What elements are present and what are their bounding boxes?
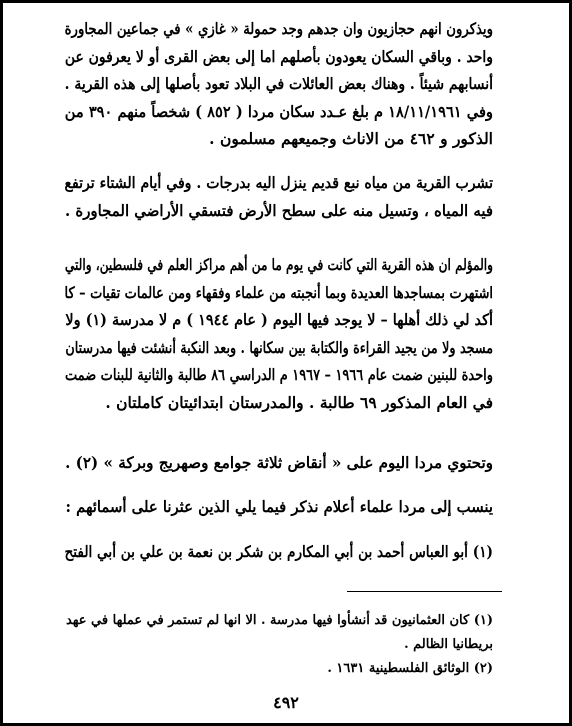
footnotes (61, 609, 493, 681)
footnote-line: بريطانيا الظالم . (404, 637, 493, 652)
text-line: مسجد ولا من يجيد القراءة والكتابة بين سكانها . وبعد النكبة أنشئت فيها مدرستان (65, 337, 494, 357)
paragraph-education (65, 251, 493, 416)
paragraph-ruins (65, 449, 493, 477)
text-line: أنسابهم شيئاً . وهناك بعض العائلات في البلاد تعود بأصلها إلى هذه القرية . (64, 74, 493, 93)
paragraph-water (65, 169, 493, 224)
footnote-line: (١) كان العثمانيون قد أنشأوا فيها مدرسة . الا انها لم تستمر في عملها في عهد (65, 613, 493, 628)
text-line: وفي ١٨/١١/١٩٦١ م بلغ عـدد سكان مردا ( ٨٥٢ ) شخصاً منهم ٣٩٠ من (64, 101, 493, 121)
text-line: ينسب إلى مردا علماء أعلام نذكر فيما يلي الذين عثرنا على أسمائهم : (65, 497, 494, 516)
text-line: واحدة للبنين ضمت عام ١٩٦٦ – ١٩٦٧ م الدراسي ٨٦ طالبة والثانية للبنات ضمت (65, 365, 493, 384)
text-line: اشتهرت بمساجدها العديدة وبما أنجبته من علماء وفقهاء ومن عالمات تقيات – كا (64, 282, 493, 302)
book-page (3, 3, 569, 723)
text-line: وتحتوي مردا اليوم على « أنقاض ثلاثة جوامع وصهريج وبركة » (٢) . (65, 453, 493, 472)
text-line: ويذكرون انهم حجازيون وان جدهم وجد حمولة « غازي » في جماعين المجاورة (64, 19, 493, 38)
text-line: فيه المياه ، وتسيل منه على سطح الأرض فتسقي الأراضي المجاورة . (65, 200, 493, 220)
text-line: واحد . وباقي السكان يعودون بأصلهم اما إلى بعض القرى أو لا يعرفون عن (64, 46, 493, 66)
text-line: (١) أبو العباس أحمد بن أبي المكارم بن شكر بن نعمة بن علي بن أبي الفتح (64, 542, 493, 561)
paragraph-scholars-intro (65, 493, 493, 521)
text-line: والمؤلم ان هذه القرية التي كانت في يوم ما من أهم مراكز العلم في فلسطين، والتي (64, 255, 493, 274)
text-line: تشرب القرية من مياه نبع قديم ينزل اليه بدرجات . وفي أيام الشتاء ترتفع (64, 173, 494, 192)
text-line: أكد لي ذلك أهلها – لا يوجد فيها اليوم ( عام ١٩٤٤ ) م لا مدرسة (١) ولا (65, 310, 493, 329)
paragraph-origins (65, 15, 493, 153)
text-line: في العام المذكور ٦٩ طالبة . والمدرستان ابتدائيتان كاملتان . (105, 392, 493, 412)
footnote-divider (347, 591, 502, 592)
paragraph-scholar-1 (65, 538, 493, 566)
page-number: ٤٩٢ (273, 693, 299, 712)
footnote-line: (٢) الوثائق الفلسطينية ١٦٣١ . (327, 661, 493, 676)
text-line: الذكور و ٤٦٢ من الاناث وجميعهم مسلمون . (209, 129, 493, 148)
